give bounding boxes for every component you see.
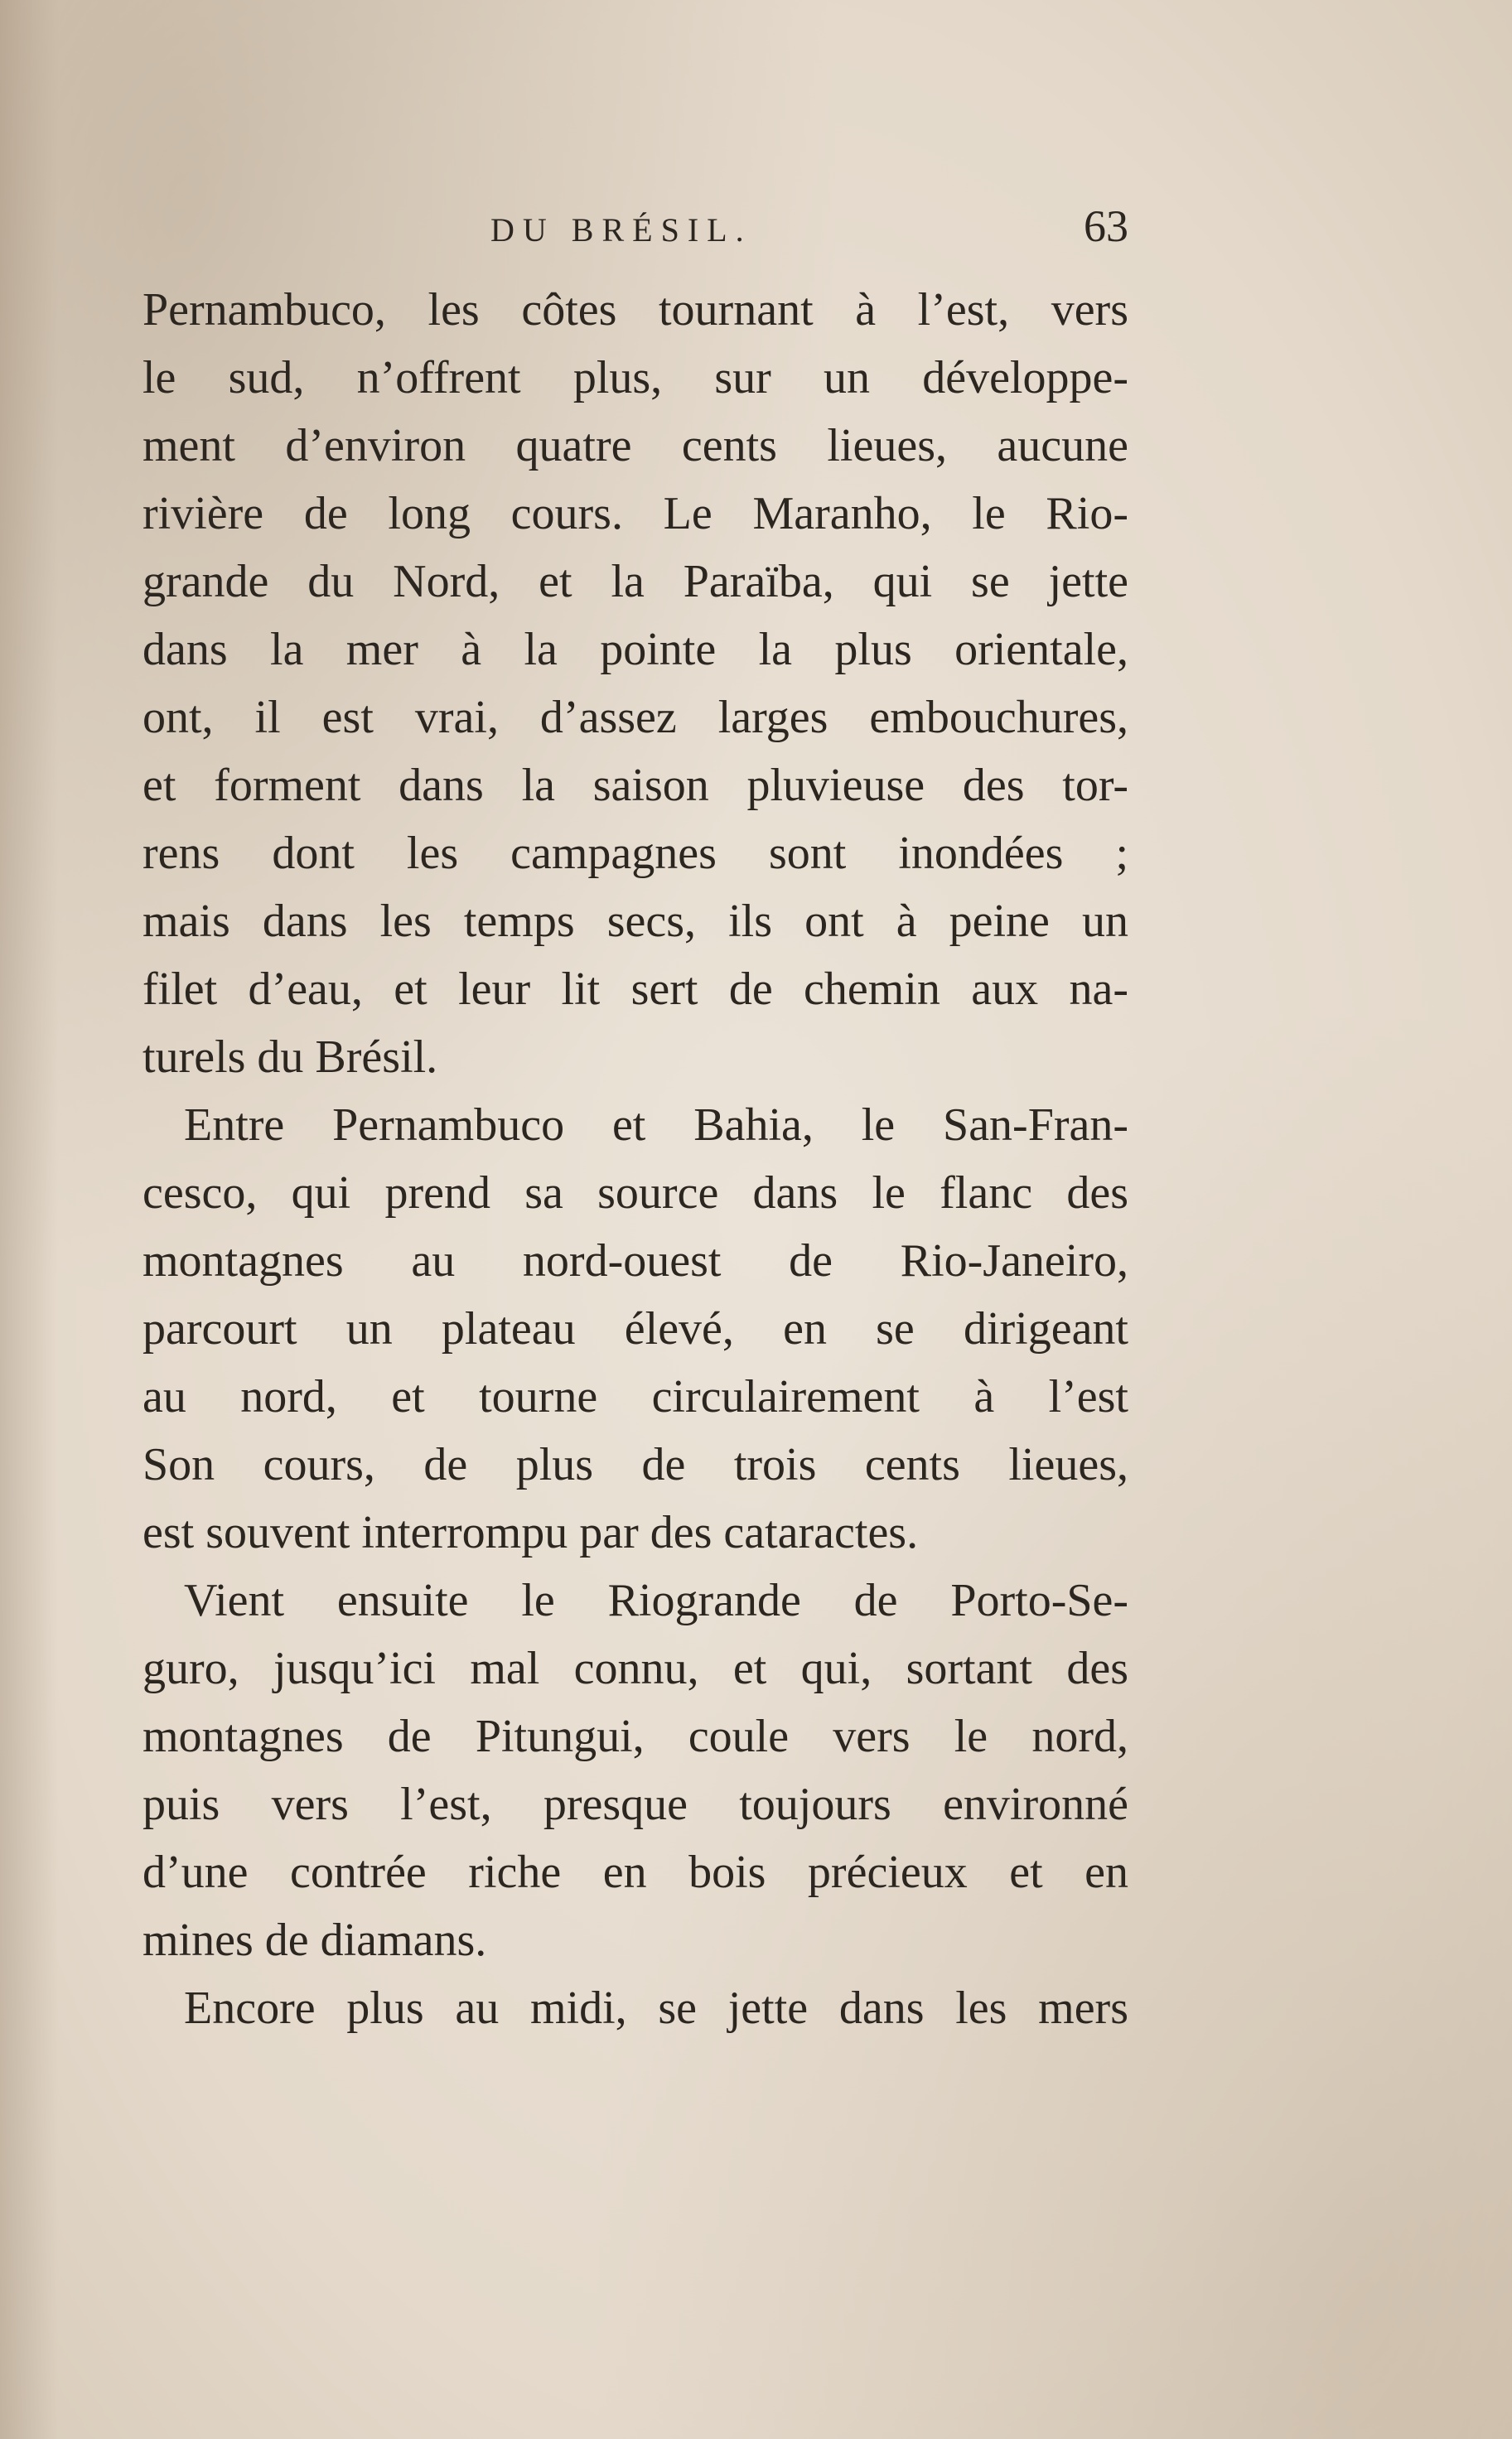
- text-line: montagnes au nord-ouest de Rio-Janeiro,: [143, 1235, 1128, 1287]
- text-line: mines de diamans.: [143, 1915, 487, 1966]
- page-number: 63: [1084, 201, 1128, 251]
- text-line: montagnes de Pitungui, coule vers le nord,: [143, 1711, 1128, 1762]
- running-title: DU BRÉSIL.: [490, 211, 752, 249]
- text-line: Entre Pernambuco et Bahia, le San-Fran-: [184, 1099, 1128, 1151]
- text-line: le sud, n’offrent plus, sur un développe-: [143, 352, 1128, 403]
- text-line: guro, jusqu’ici mal connu, et qui, sortant des: [143, 1643, 1128, 1694]
- text-line: parcourt un plateau élevé, en se dirigeant: [143, 1303, 1128, 1355]
- text-line: cesco, qui prend sa source dans le flanc des: [143, 1167, 1128, 1219]
- text-line: rivière de long cours. Le Maranho, le Rio-: [143, 488, 1128, 539]
- text-line: d’une contrée riche en bois précieux et en: [143, 1847, 1128, 1898]
- text-line: filet d’eau, et leur lit sert de chemin aux na-: [143, 964, 1128, 1015]
- text-line: Vient ensuite le Riogrande de Porto-Se-: [184, 1575, 1128, 1626]
- text-line: puis vers l’est, presque toujours environné: [143, 1779, 1128, 1830]
- text-line: et forment dans la saison pluvieuse des tor-: [143, 760, 1128, 811]
- running-head: [143, 200, 1128, 258]
- text-line: est souvent interrompu par des cataractes.: [143, 1507, 919, 1558]
- text-line: ont, il est vrai, d’assez larges embouchures,: [143, 692, 1128, 743]
- text-line: turels du Brésil.: [143, 1031, 438, 1083]
- text-line: rens dont les campagnes sont inondées ;: [143, 828, 1128, 879]
- text-line: Pernambuco, les côtes tournant à l’est, vers: [143, 284, 1128, 336]
- text-line: mais dans les temps secs, ils ont à peine un: [143, 896, 1128, 947]
- text-line: grande du Nord, et la Paraïba, qui se jette: [143, 556, 1128, 607]
- text-line: au nord, et tourne circulairement à l’est: [143, 1371, 1128, 1422]
- text-line: Encore plus au midi, se jette dans les mers: [184, 1983, 1128, 2034]
- body-text: [143, 276, 1128, 2042]
- text-line: dans la mer à la pointe la plus orientale,: [143, 624, 1128, 675]
- text-line: Son cours, de plus de trois cents lieues,: [143, 1439, 1128, 1490]
- text-line: ment d’environ quatre cents lieues, aucune: [143, 420, 1128, 471]
